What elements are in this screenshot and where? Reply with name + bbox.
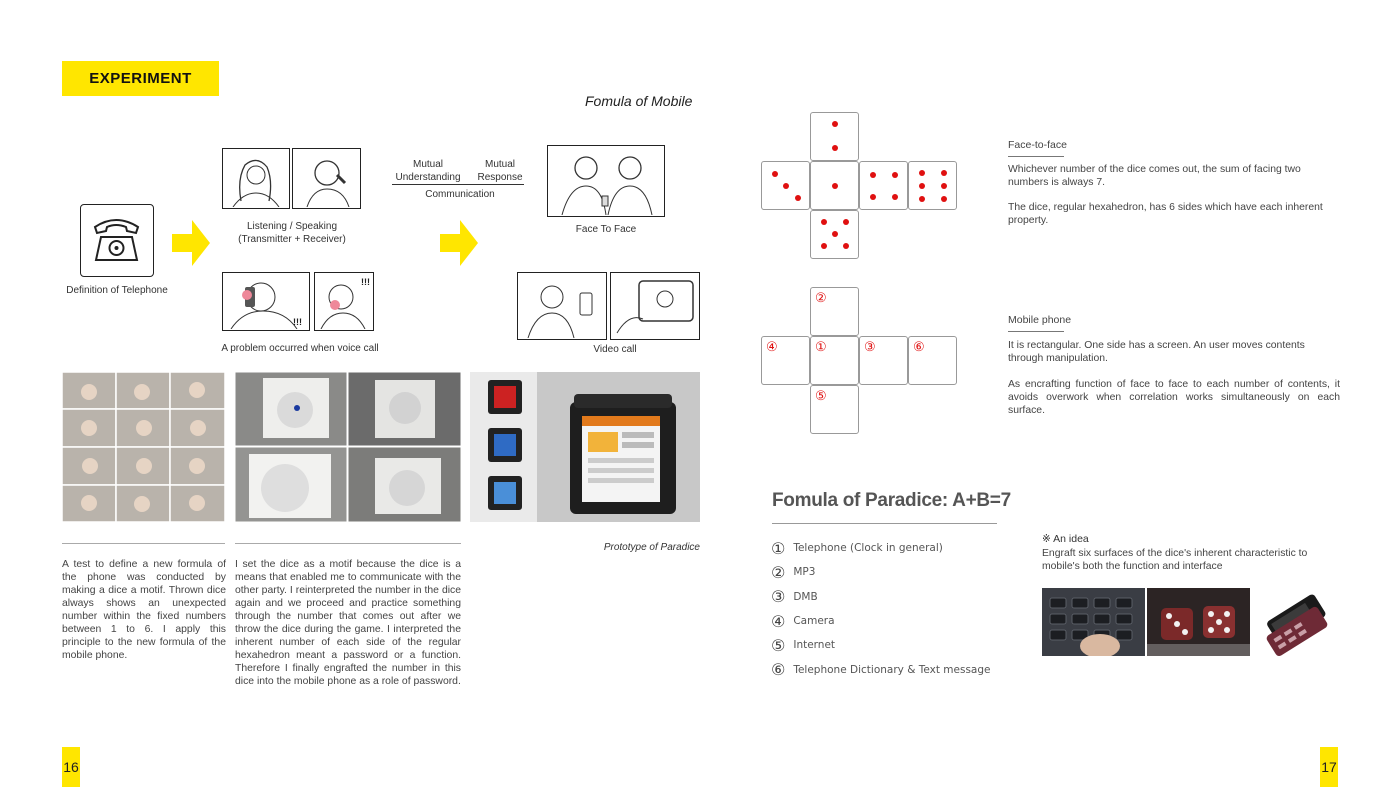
list-item: ⑥ Telephone Dictionary & Text message [771,660,991,680]
mutual-understanding-label: Mutual Understanding [395,159,461,183]
dice-face-2 [810,112,859,161]
telephone-icon [80,204,154,277]
problem-call-illustration-2 [314,272,374,331]
definition-label: Definition of Telephone [66,285,168,296]
net-face-4: ④ [761,336,810,385]
text2-rule [235,543,461,544]
paradice-rule [772,523,997,524]
list-item: ⑤ Internet [771,635,836,655]
dice-face-3 [761,161,810,210]
listening-label: Listening / Speaking (Transmitter + Receiver) [238,221,346,245]
net-face-6: ⑥ [908,336,957,385]
speaking-man-illustration [292,148,361,209]
arrow-right-icon [440,220,478,266]
problem-label: A problem occurred when voice call [221,343,379,354]
dice-hand-photo-grid [62,372,225,522]
function-list [771,536,1011,682]
list-item: ③ DMB [771,587,818,607]
red-dice-photo [1147,588,1250,656]
list-item: ② MP3 [771,562,816,582]
communication-label: Communication [425,189,495,200]
idea-heading: ※ An idea [1042,533,1089,545]
face-heading-rule [1008,156,1064,157]
mobile-heading-rule [1008,331,1064,332]
listening-woman-illustration [222,148,290,209]
mobile-text-1: It is rectangular. One side has a screen. An user moves contents through manipulation. [1008,340,1305,364]
mutual-response-label: Mutual Response [477,159,523,183]
text1-rule [62,543,225,544]
net-face-2: ② [810,287,859,336]
face-text-2: The dice, regular hexahedron, has 6 sides which have each inherent property. [1008,202,1323,226]
page-number-right: 17 [1320,747,1338,787]
communication-divider [392,184,524,185]
dice-face-4 [859,161,908,210]
net-face-3: ③ [859,336,908,385]
mobile-net [761,287,961,437]
problem-call-illustration [222,272,310,331]
page-number-left: 16 [62,747,80,787]
svg-text:!!!: !!! [361,277,370,287]
formula-title: Fomula of Mobile [585,93,693,109]
dice-face-1 [810,161,859,210]
mobile-heading: Mobile phone [1008,314,1072,326]
video-call-screen-illustration [610,272,700,340]
face-heading: Face-to-face [1008,139,1067,151]
list-item: ① Telephone (Clock in general) [771,538,943,558]
svg-text:!!!: !!! [293,317,302,327]
dice-face-6 [908,161,957,210]
prototype-caption: Prototype of Paradice [603,542,700,553]
video-call-illustration [517,272,607,340]
face-to-face-label: Face To Face [575,224,637,235]
slider-phone-photo [1252,588,1342,656]
paradice-prototype-photo [470,372,700,522]
dice-face-5 [810,210,859,259]
face-to-face-illustration [547,145,665,217]
experiment-text-1: A test to define a new formula of the phone was conducted by making a dice a motif. Thrown dice always shows an unexpected number within the fixed numbers between 1 to 6. I apply this principle to the new formula of the mobile phone. [62,559,226,661]
idea-text: Engraft six surfaces of the dice's inherent characteristic to mobile's both the function and interface [1042,548,1308,572]
dice-mold-photo-grid [235,372,461,522]
keypad-photo [1042,588,1145,656]
experiment-text-2: I set the dice as a motif because the dice is a means that enabled me to communicate with the other party. I reinterpreted the number in the dice again and we proceed and practice something through the number that comes out after we throw the dice during the game. I interpreted the inherent number of each side of the regular hexahedron meant a password or a function. Therefore I finally engrafted the number in this dice into the mobile phone as a role of password. [235,559,461,687]
arrow-right-icon [172,220,210,266]
video-call-label: Video call [593,344,637,355]
net-face-1: ① [810,336,859,385]
list-item: ④ Camera [771,611,835,631]
face-text-1: Whichever number of the dice comes out, the sum of facing two numbers is always 7. [1008,164,1301,188]
dice-net [761,112,961,262]
mobile-text-2: As encrafting function of face to face to each number of contents, it avoids overwork when correlation works simultaneously on each surface. [1008,379,1340,416]
paradice-title: Fomula of Paradice: A+B=7 [772,490,1011,511]
net-face-5: ⑤ [810,385,859,434]
section-tag: EXPERIMENT [62,61,219,96]
